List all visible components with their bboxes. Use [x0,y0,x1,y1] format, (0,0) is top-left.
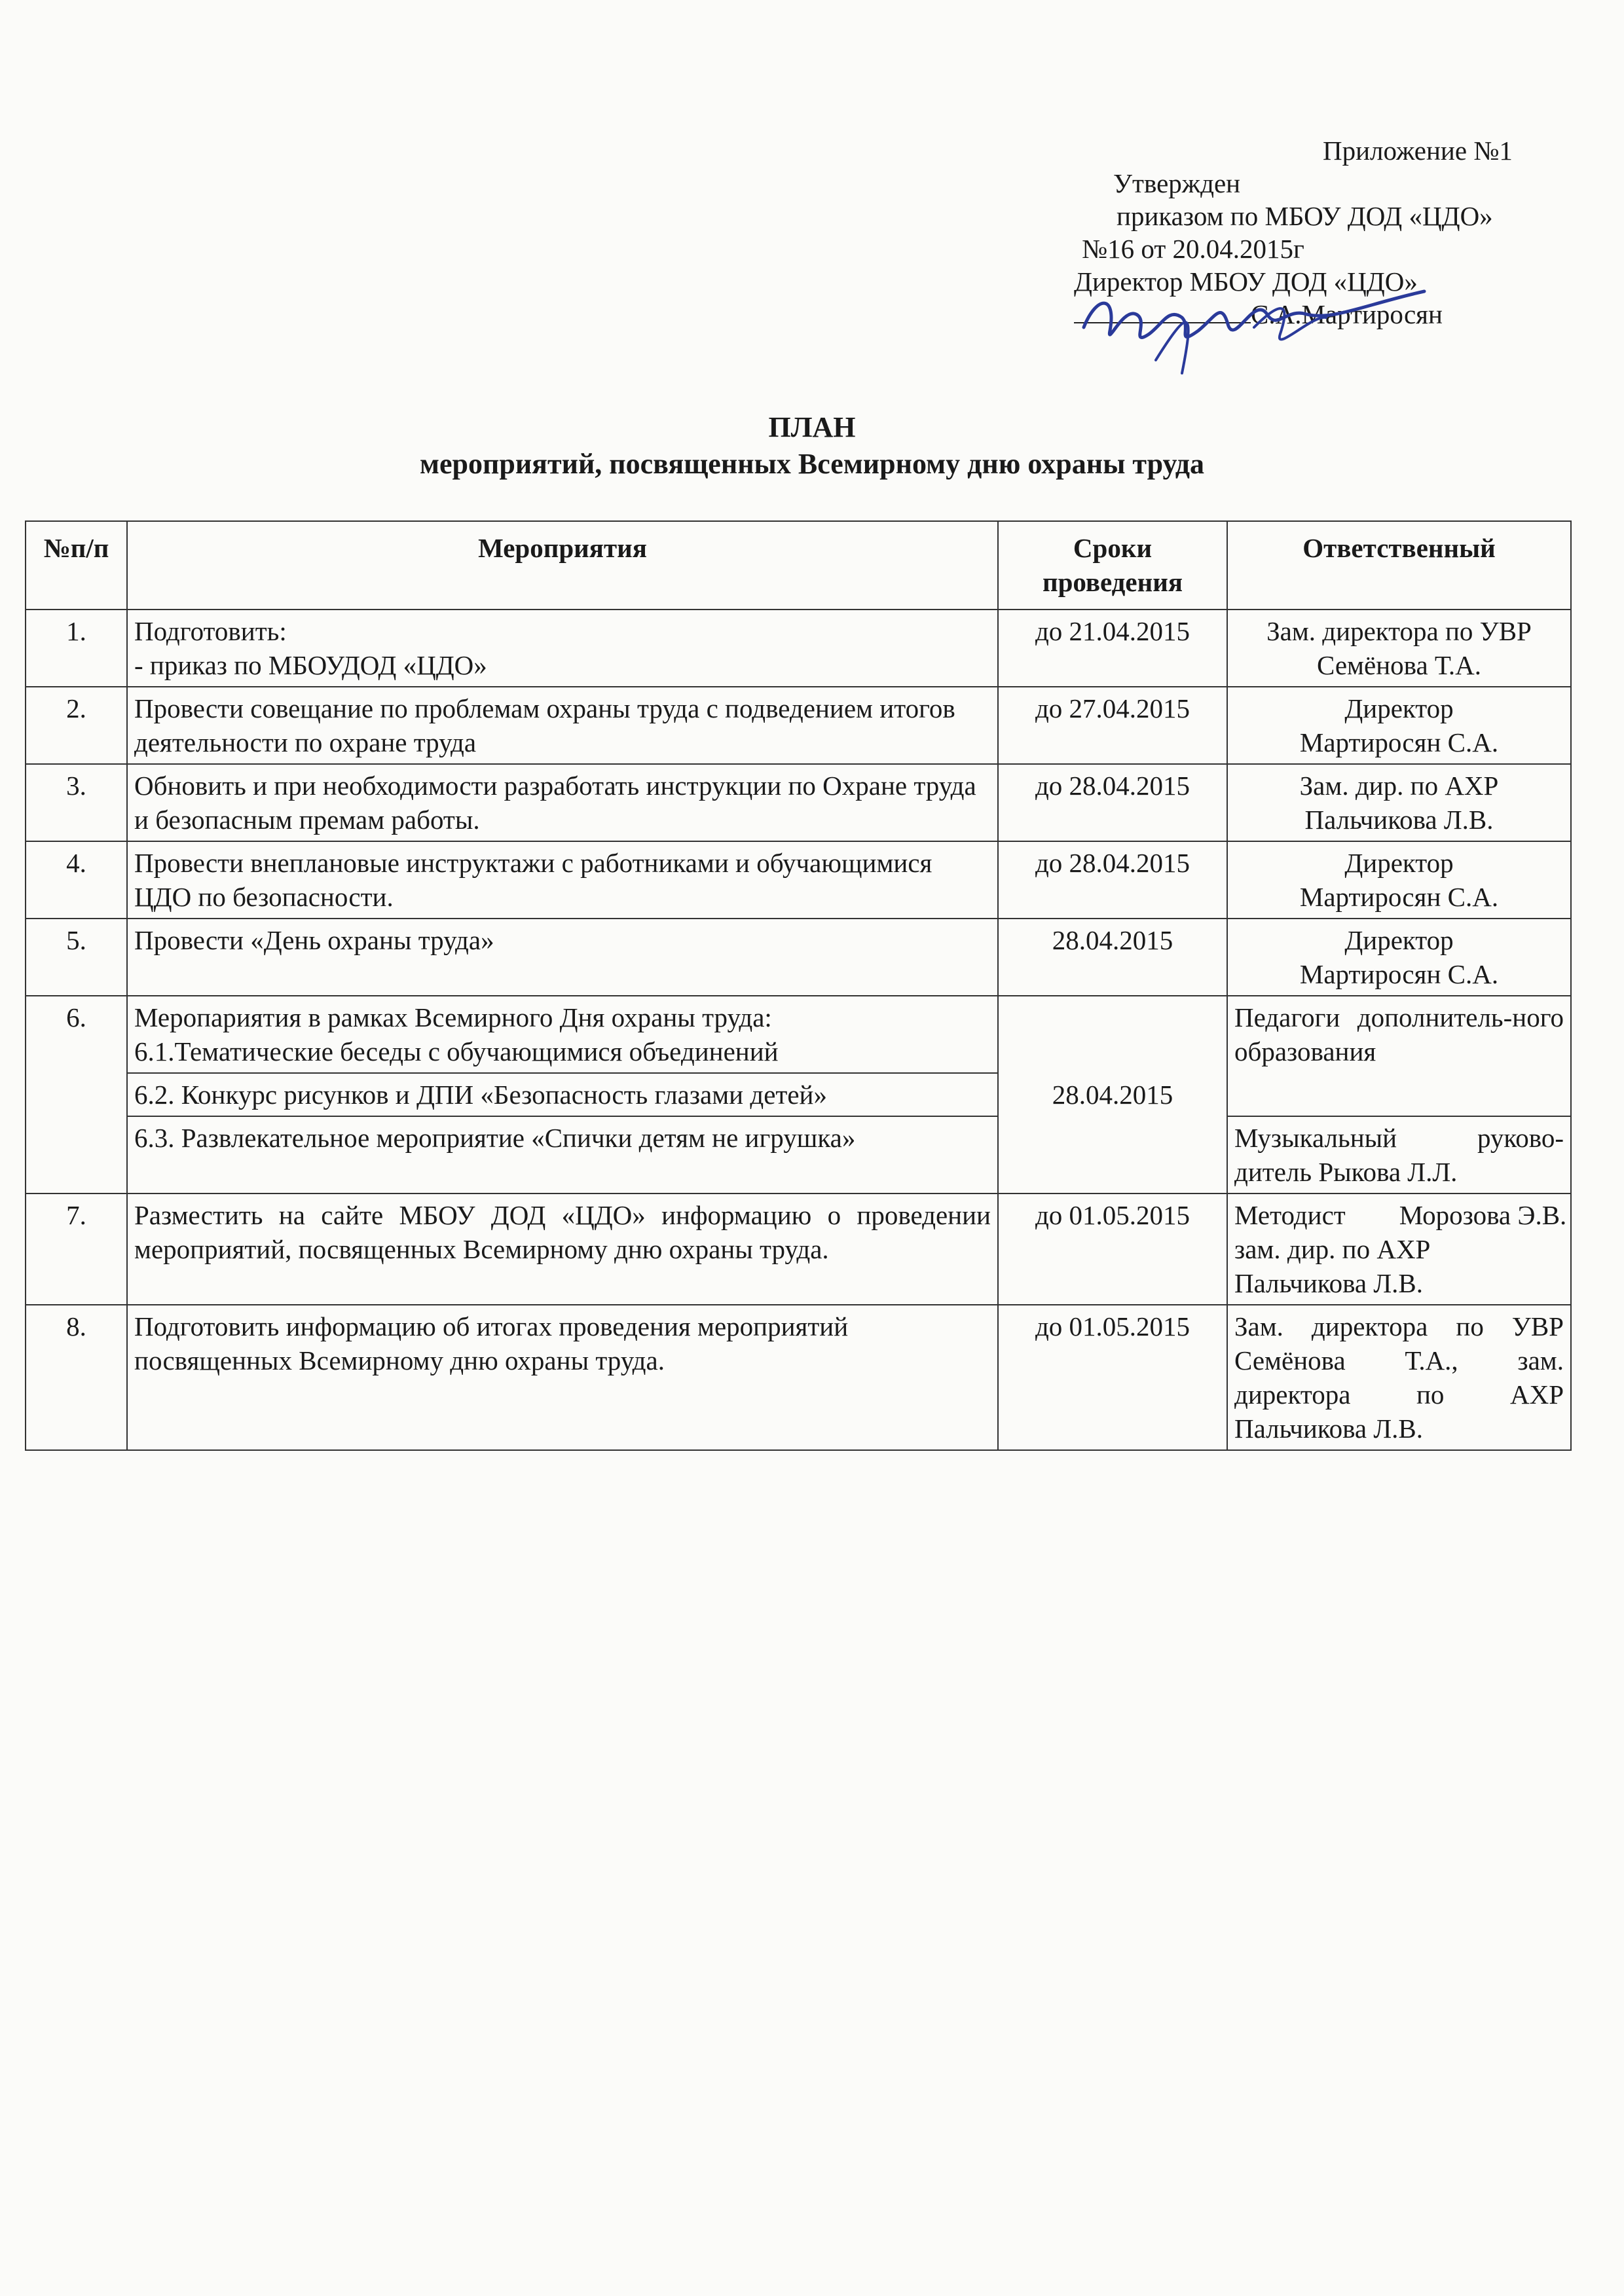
row-num: 6. [26,996,127,1194]
responsible-line: Мартиросян С.А. [1299,727,1499,757]
row-num: 3. [26,764,127,841]
row-event: Разместить на сайте МБОУ ДОД «ЦДО» информацию о проведении мероприятий, посвященных Всемирному дню охраны труда. [127,1194,998,1305]
row-num: 2. [26,687,127,764]
title-block [0,409,1624,483]
table-row [26,1194,1571,1305]
table-row [26,687,1571,764]
responsible-line: Зам. директора по УВР [1266,616,1532,646]
row-date: до 01.05.2015 [998,1305,1227,1450]
event-text-2: - приказ по МБОУДОД «ЦДО» [134,650,487,680]
table-row [26,841,1571,919]
row-responsible [1227,919,1571,996]
table-row [26,764,1571,841]
row-event: Обновить и при необходимости разработать инструкции по Охране труда и безопасным премам работы. [127,764,998,841]
row-responsible: Музыкальный руково-дитель Рыкова Л.Л. [1227,1116,1571,1194]
approved-label: Утвержден [1113,168,1241,198]
responsible-line: Директор [1344,925,1454,955]
header-event: Мероприятия [127,521,998,610]
row-responsible [1227,1194,1571,1305]
header-responsible: Ответственный [1227,521,1571,610]
event-text: Меропариятия в рамках Всемирного Дня охраны труда: [134,1002,772,1032]
row-event [127,996,998,1073]
row-responsible: Зам. директора по УВР Семёнова Т.А., зам. директора по АХР Пальчикова Л.В. [1227,1305,1571,1450]
table-row [26,1305,1571,1450]
row-date: 28.04.2015 [998,919,1227,996]
director-name: С.А.Мартиросян [1251,299,1443,329]
row-responsible [1227,764,1571,841]
row-responsible [1227,841,1571,919]
row-responsible [1227,610,1571,687]
table-row [26,996,1571,1073]
responsible-line: Мартиросян С.А. [1299,882,1499,912]
document-title: ПЛАН [768,411,856,443]
event-subitem: 6.1.Тематические беседы с обучающимися объединений [134,1036,779,1066]
responsible-line: Пальчикова Л.В. [1304,805,1494,835]
director-title: Директор МБОУ ДОД «ЦДО» [1074,266,1418,297]
responsible-line: Пальчикова Л.В. [1234,1268,1424,1298]
signature-image [1058,268,1483,380]
row-date: до 21.04.2015 [998,610,1227,687]
row-date: 28.04.2015 [998,996,1227,1194]
row-event: Провести совещание по проблемам охраны труда с подведением итогов деятельности по охране труда [127,687,998,764]
responsible-line: Мартиросян С.А. [1299,959,1499,989]
row-num: 8. [26,1305,127,1450]
row-event: Провести внеплановые инструктажи с работниками и обучающимися ЦДО по безопасности. [127,841,998,919]
order-reference: приказом по МБОУ ДОД «ЦДО» [1116,201,1493,231]
order-number: №16 от 20.04.2015г [1082,234,1304,264]
table-header-row [26,521,1571,610]
row-responsible [1227,687,1571,764]
responsible-line: Директор [1344,848,1454,878]
row-num: 7. [26,1194,127,1305]
row-date: до 28.04.2015 [998,764,1227,841]
document-subtitle: мероприятий, посвященных Всемирному дню охраны труда [420,448,1204,480]
event-subitem: 6.2. Конкурс рисунков и ДПИ «Безопасность глазами детей» [127,1073,998,1116]
table-row [26,919,1571,996]
row-event: Подготовить информацию об итогах проведения мероприятий посвященных Всемирному дню охраны труда. [127,1305,998,1450]
row-num: 4. [26,841,127,919]
row-date: до 27.04.2015 [998,687,1227,764]
event-text: Подготовить: [134,616,287,646]
row-event: Провести «День охраны труда» [127,919,998,996]
responsible-line: Семёнова Т.А. [1317,650,1481,680]
header-dates: Сроки проведения [998,521,1227,610]
event-subitem: 6.3. Развлекательное мероприятие «Спички детям не игрушка» [127,1116,998,1194]
responsible-line: Директор [1344,693,1454,723]
plan-table [25,520,1572,1451]
appendix-label: Приложение №1 [1323,136,1513,166]
header-num: №п/п [26,521,127,610]
row-event [127,610,998,687]
row-num: 1. [26,610,127,687]
responsible-line: зам. дир. по АХР [1234,1234,1431,1264]
responsible-line: Методист Морозова Э.В. [1234,1200,1567,1230]
row-responsible: Педагоги дополнитель-ного образования [1227,996,1571,1116]
row-num: 5. [26,919,127,996]
table-row [26,610,1571,687]
responsible-line: Зам. дир. по АХР [1299,771,1499,801]
row-date: до 01.05.2015 [998,1194,1227,1305]
row-date: до 28.04.2015 [998,841,1227,919]
table-row [26,1116,1571,1194]
